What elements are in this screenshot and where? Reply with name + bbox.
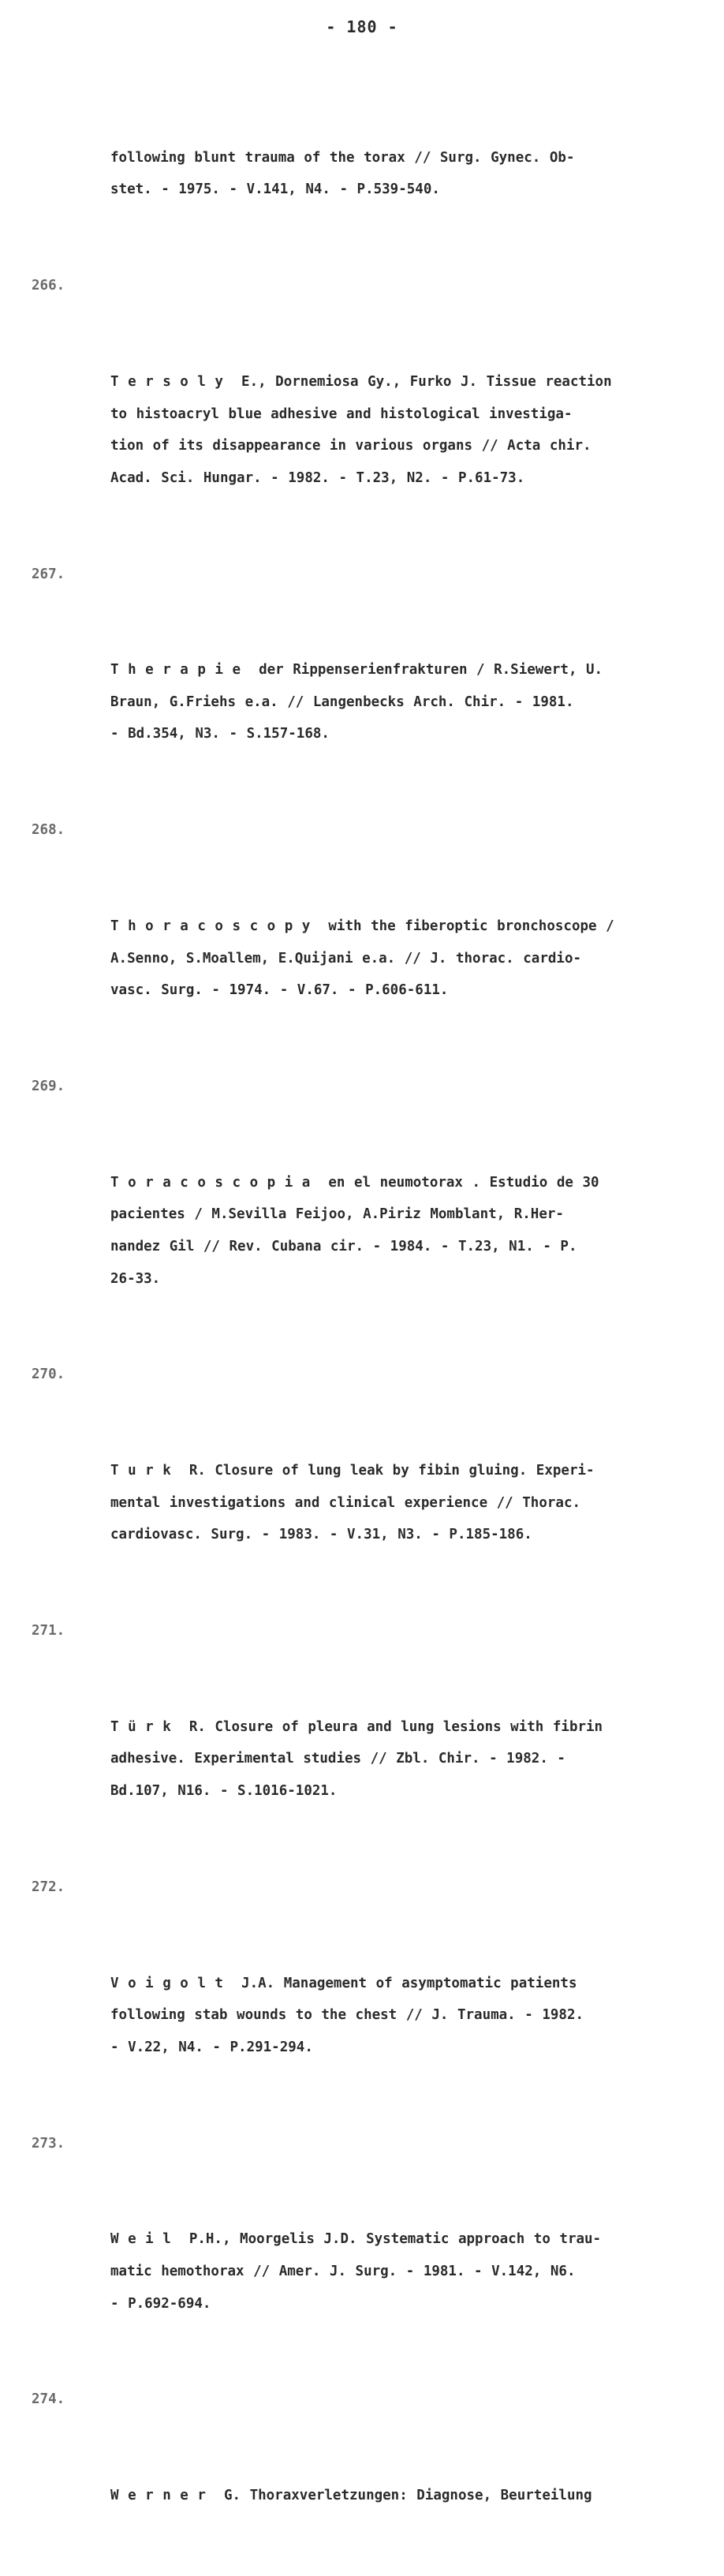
reference-number: 271. bbox=[32, 1623, 65, 1639]
reference-text: following blunt trauma of the torax // Surg. Gynec. Ob- stet. - 1975. - V.141, N4. - P.539-540. bbox=[110, 149, 575, 198]
reference-entry-269 bbox=[32, 1071, 694, 1359]
reference-text: T h o r a c o s c o p y with the fiberoptic bronchoscope / A.Senno, S.Moallem, E.Quijani e.a. // J. thorac. cardio- vasc. Surg. - 1974. - V.67. - P.606-611. bbox=[110, 918, 614, 999]
reference-list bbox=[32, 46, 694, 2576]
reference-text: T ü r k R. Closure of pleura and lung lesions with fibrin adhesive. Experimental studies // Zbl. Chir. - 1982. - Bd.107, N16. - S.1016-1021. bbox=[110, 1718, 603, 1800]
reference-entry-273 bbox=[32, 2128, 694, 2384]
reference-entry-271 bbox=[32, 1615, 694, 1871]
reference-number: 273. bbox=[32, 2135, 65, 2152]
reference-entry-272 bbox=[32, 1871, 694, 2128]
reference-number: 268. bbox=[32, 822, 65, 839]
reference-text: T h e r a p i e der Rippenserienfrakturen / R.Siewert, U. Braun, G.Friehs e.a. // Langenbecks Arch. Chir. - 1981. - Bd.354, N3. - S.157-168. bbox=[110, 662, 603, 742]
reference-number: 272. bbox=[32, 1879, 65, 1895]
reference-text: W e r n e r G. Thoraxverletzungen: Diagnose, Beurteilung bbox=[110, 2488, 592, 2504]
reference-entry-270 bbox=[32, 1359, 694, 1615]
reference-entry-266 bbox=[32, 270, 694, 558]
reference-text: T u r k R. Closure of lung leak by fibin gluing. Experi- mental investigations and clinical experience // Thorac. cardiovasc. Surg. - 1983. - V.31, N3. - P.185-186. bbox=[110, 1463, 595, 1543]
page-number: - 180 - bbox=[326, 17, 398, 36]
reference-text: T o r a c o s c o p i a en el neumotorax . Estudio de 30 pacientes / M.Sevilla Feijoo, A.Piriz Momblant, R.Her- nandez Gil // Rev. Cubana cir. - 1984. - T.23, N1. - P. 26-33. bbox=[110, 1174, 599, 1287]
reference-number: 274. bbox=[32, 2391, 65, 2408]
reference-entry-274 bbox=[32, 2383, 694, 2576]
reference-number: 266. bbox=[32, 278, 65, 294]
reference-number: 267. bbox=[32, 566, 65, 582]
reference-number: 270. bbox=[32, 1367, 65, 1383]
reference-entry-continued bbox=[32, 46, 694, 270]
reference-number: 269. bbox=[32, 1079, 65, 1094]
reference-text: T e r s o l y E., Dornemiosa Gy., Furko J. Tissue reaction to histoacryl blue adhesive and histological investiga- tion of its disappearance in various organs // Acta chir. Acad. Sci. Hungar. - 1982. - T.23, N2. - P.61-73. bbox=[110, 373, 612, 486]
reference-entry-268 bbox=[32, 814, 694, 1071]
reference-text: W e i l P.H., Moorgelis J.D. Systematic approach to trau- matic hemothorax // Amer. J. Surg. - 1981. - V.142, N6. - P.692-694. bbox=[110, 2231, 602, 2312]
reference-entry-267 bbox=[32, 559, 694, 815]
reference-text: V o i g o l t J.A. Management of asymptomatic patients following stab wounds to the chest // J. Trauma. - 1982. - V.22, N4. - P.291-294. bbox=[110, 1975, 584, 2055]
